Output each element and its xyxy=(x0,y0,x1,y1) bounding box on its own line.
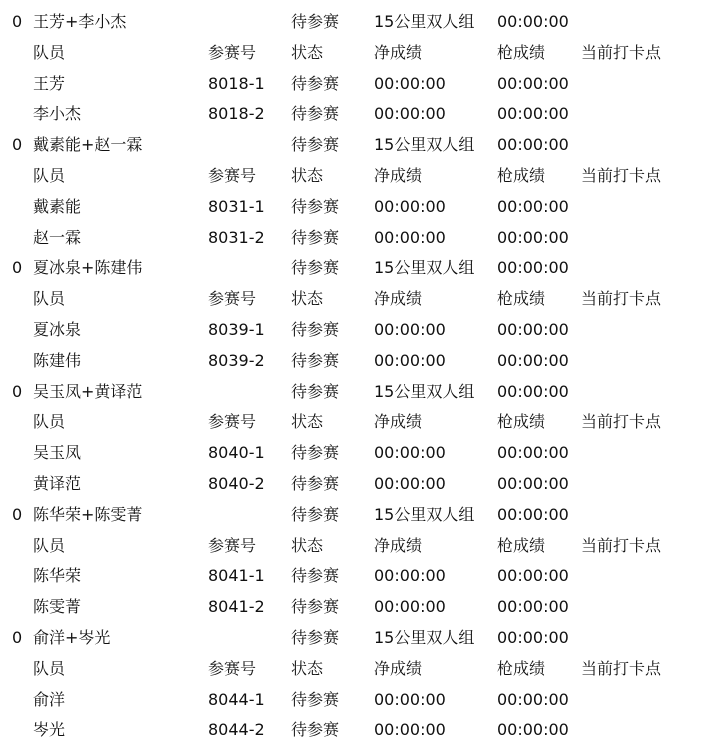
member-status: 待参赛 xyxy=(291,350,340,370)
member-row[interactable] xyxy=(0,192,702,223)
team-status: 待参赛 xyxy=(291,12,340,31)
team-results-list xyxy=(0,7,702,746)
header-member: 队员 xyxy=(33,535,66,555)
member-gun-time: 00:00:00 xyxy=(497,350,569,370)
header-checkpoint: 当前打卡点 xyxy=(581,658,662,678)
member-status: 待参赛 xyxy=(291,597,340,617)
member-bib: 8018-1 xyxy=(208,73,265,93)
team-name: 王芳+李小杰 xyxy=(33,12,127,31)
team-name: 俞洋+岑光 xyxy=(33,627,111,647)
member-net-time: 00:00:00 xyxy=(374,689,446,709)
team-status: 待参赛 xyxy=(291,504,340,524)
member-row[interactable] xyxy=(0,469,702,500)
member-name: 戴素能 xyxy=(33,196,82,216)
member-gun-time: 00:00:00 xyxy=(497,720,569,740)
header-net-time: 净成绩 xyxy=(374,658,423,678)
team-row[interactable] xyxy=(0,7,702,38)
member-gun-time: 00:00:00 xyxy=(497,319,569,339)
header-checkpoint: 当前打卡点 xyxy=(581,165,662,185)
member-net-time: 00:00:00 xyxy=(374,104,446,124)
member-bib: 8040-2 xyxy=(208,473,265,493)
member-bib: 8041-1 xyxy=(208,566,265,586)
team-block xyxy=(0,623,702,746)
header-checkpoint: 当前打卡点 xyxy=(581,535,662,555)
header-bib: 参赛号 xyxy=(208,658,257,678)
header-gun-time: 枪成绩 xyxy=(497,535,546,555)
member-header-row xyxy=(0,654,702,685)
member-net-time: 00:00:00 xyxy=(374,319,446,339)
member-bib: 8031-1 xyxy=(208,196,265,216)
member-row[interactable] xyxy=(0,715,702,746)
member-bib: 8031-2 xyxy=(208,227,265,247)
header-member: 队员 xyxy=(33,412,66,432)
member-row[interactable] xyxy=(0,561,702,592)
header-gun-time: 枪成绩 xyxy=(497,165,546,185)
header-bib: 参赛号 xyxy=(208,535,257,555)
team-group: 15公里双人组 xyxy=(374,12,475,31)
member-bib: 8039-2 xyxy=(208,350,265,370)
member-gun-time: 00:00:00 xyxy=(497,689,569,709)
member-name: 陈雯菁 xyxy=(33,597,82,617)
team-status: 待参赛 xyxy=(291,135,340,155)
member-name: 俞洋 xyxy=(33,689,66,709)
team-name: 吴玉凤+黄译范 xyxy=(33,381,143,401)
member-status: 待参赛 xyxy=(291,73,340,93)
team-time: 00:00:00 xyxy=(497,504,569,524)
member-status: 待参赛 xyxy=(291,720,340,740)
team-row[interactable] xyxy=(0,130,702,161)
team-name: 陈华荣+陈雯菁 xyxy=(33,504,143,524)
header-net-time: 净成绩 xyxy=(374,42,423,62)
member-name: 赵一霖 xyxy=(33,227,82,247)
member-net-time: 00:00:00 xyxy=(374,227,446,247)
member-name: 陈建伟 xyxy=(33,350,82,370)
member-name: 黄译范 xyxy=(33,473,82,493)
member-row[interactable] xyxy=(0,592,702,623)
team-index: 0 xyxy=(12,135,23,155)
member-gun-time: 00:00:00 xyxy=(497,104,569,124)
team-time: 00:00:00 xyxy=(497,627,569,647)
member-name: 吴玉凤 xyxy=(33,443,82,463)
team-block xyxy=(0,7,702,130)
member-status: 待参赛 xyxy=(291,443,340,463)
team-time: 00:00:00 xyxy=(497,258,569,278)
team-group: 15公里双人组 xyxy=(374,135,475,155)
team-index: 0 xyxy=(12,381,23,401)
member-header-row xyxy=(0,531,702,562)
member-row[interactable] xyxy=(0,346,702,377)
member-bib: 8039-1 xyxy=(208,319,265,339)
header-status: 状态 xyxy=(291,165,324,185)
member-gun-time: 00:00:00 xyxy=(497,443,569,463)
member-header-row xyxy=(0,38,702,69)
header-member: 队员 xyxy=(33,658,66,678)
team-row[interactable] xyxy=(0,253,702,284)
member-gun-time: 00:00:00 xyxy=(497,566,569,586)
member-net-time: 00:00:00 xyxy=(374,350,446,370)
team-row[interactable] xyxy=(0,623,702,654)
member-net-time: 00:00:00 xyxy=(374,196,446,216)
member-net-time: 00:00:00 xyxy=(374,720,446,740)
header-net-time: 净成绩 xyxy=(374,412,423,432)
header-net-time: 净成绩 xyxy=(374,289,423,309)
team-row[interactable] xyxy=(0,377,702,408)
header-gun-time: 枪成绩 xyxy=(497,42,546,62)
header-bib: 参赛号 xyxy=(208,42,257,62)
team-index: 0 xyxy=(12,12,23,31)
member-row[interactable] xyxy=(0,223,702,254)
member-net-time: 00:00:00 xyxy=(374,73,446,93)
member-gun-time: 00:00:00 xyxy=(497,473,569,493)
team-row[interactable] xyxy=(0,500,702,531)
member-status: 待参赛 xyxy=(291,319,340,339)
member-status: 待参赛 xyxy=(291,227,340,247)
member-net-time: 00:00:00 xyxy=(374,443,446,463)
team-block xyxy=(0,500,702,623)
team-group: 15公里双人组 xyxy=(374,381,475,401)
member-name: 陈华荣 xyxy=(33,566,82,586)
member-net-time: 00:00:00 xyxy=(374,597,446,617)
member-header-row xyxy=(0,407,702,438)
header-gun-time: 枪成绩 xyxy=(497,658,546,678)
member-status: 待参赛 xyxy=(291,689,340,709)
member-name: 夏冰泉 xyxy=(33,319,82,339)
member-row[interactable] xyxy=(0,438,702,469)
member-row[interactable] xyxy=(0,315,702,346)
header-checkpoint: 当前打卡点 xyxy=(581,42,662,62)
team-block xyxy=(0,130,702,253)
header-member: 队员 xyxy=(33,165,66,185)
header-member: 队员 xyxy=(33,289,66,309)
header-checkpoint: 当前打卡点 xyxy=(581,289,662,309)
member-net-time: 00:00:00 xyxy=(374,566,446,586)
header-gun-time: 枪成绩 xyxy=(497,412,546,432)
member-bib: 8041-2 xyxy=(208,597,265,617)
team-time: 00:00:00 xyxy=(497,12,569,31)
team-status: 待参赛 xyxy=(291,381,340,401)
member-name: 王芳 xyxy=(33,73,66,93)
team-status: 待参赛 xyxy=(291,258,340,278)
team-time: 00:00:00 xyxy=(497,135,569,155)
member-row[interactable] xyxy=(0,685,702,716)
team-name: 夏冰泉+陈建伟 xyxy=(33,258,143,278)
header-net-time: 净成绩 xyxy=(374,165,423,185)
team-name: 戴素能+赵一霖 xyxy=(33,135,143,155)
member-row[interactable] xyxy=(0,99,702,130)
header-checkpoint: 当前打卡点 xyxy=(581,412,662,432)
member-bib: 8044-1 xyxy=(208,689,265,709)
member-status: 待参赛 xyxy=(291,473,340,493)
member-name: 岑光 xyxy=(33,720,66,740)
team-group: 15公里双人组 xyxy=(374,627,475,647)
member-status: 待参赛 xyxy=(291,566,340,586)
header-bib: 参赛号 xyxy=(208,165,257,185)
member-row[interactable] xyxy=(0,69,702,100)
header-status: 状态 xyxy=(291,289,324,309)
member-bib: 8018-2 xyxy=(208,104,265,124)
member-header-row xyxy=(0,284,702,315)
header-status: 状态 xyxy=(291,42,324,62)
member-bib: 8040-1 xyxy=(208,443,265,463)
team-block xyxy=(0,377,702,500)
team-group: 15公里双人组 xyxy=(374,504,475,524)
member-status: 待参赛 xyxy=(291,104,340,124)
header-member: 队员 xyxy=(33,42,66,62)
team-index: 0 xyxy=(12,258,23,278)
team-index: 0 xyxy=(12,627,23,647)
member-gun-time: 00:00:00 xyxy=(497,196,569,216)
member-header-row xyxy=(0,161,702,192)
member-net-time: 00:00:00 xyxy=(374,473,446,493)
header-gun-time: 枪成绩 xyxy=(497,289,546,309)
team-time: 00:00:00 xyxy=(497,381,569,401)
header-net-time: 净成绩 xyxy=(374,535,423,555)
member-status: 待参赛 xyxy=(291,196,340,216)
header-status: 状态 xyxy=(291,658,324,678)
header-bib: 参赛号 xyxy=(208,289,257,309)
header-bib: 参赛号 xyxy=(208,412,257,432)
team-block xyxy=(0,253,702,376)
header-status: 状态 xyxy=(291,412,324,432)
member-gun-time: 00:00:00 xyxy=(497,227,569,247)
team-index: 0 xyxy=(12,504,23,524)
member-bib: 8044-2 xyxy=(208,720,265,740)
team-status: 待参赛 xyxy=(291,627,340,647)
team-group: 15公里双人组 xyxy=(374,258,475,278)
header-status: 状态 xyxy=(291,535,324,555)
member-name: 李小杰 xyxy=(33,104,82,124)
member-gun-time: 00:00:00 xyxy=(497,73,569,93)
member-gun-time: 00:00:00 xyxy=(497,597,569,617)
